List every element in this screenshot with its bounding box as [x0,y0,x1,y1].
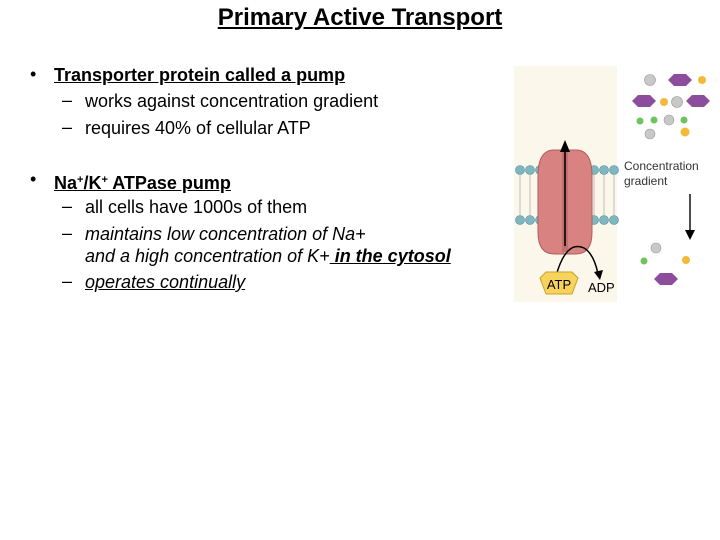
dash: – [62,271,73,291]
bullet-1-text: Transporter protein called a pump [54,65,346,85]
atpase-text: ATPase pump [107,173,231,193]
in-cytosol-text: in the cytosol [329,246,451,266]
pump-figure [514,64,720,304]
na-text: Na [54,173,78,193]
bullet-2-sub-1: all cells have 1000s of them [85,197,308,217]
gradient-label-line-1: Concentration [624,159,699,173]
dash: – [62,117,73,137]
slide-title: Primary Active Transport [217,4,503,31]
k-text: /K [83,173,102,193]
bullet-1-sub-1: works against concentration gradient [85,91,379,111]
na-superscript: + [77,174,84,186]
bullet-2-sub-3: operates continually [85,272,246,292]
gradient-arrowhead [685,230,695,240]
gradient-label-line-2: gradient [624,174,668,188]
dash: – [62,90,73,110]
bullet-2-text [54,169,231,194]
molecules-top [632,74,710,139]
adp-label: ADP [588,280,615,295]
k-concentration-text: and a high concentration of K+ [85,246,330,266]
molecules-bottom [641,243,691,285]
bullet-1-sub-2: requires 40% of cellular ATP [85,118,311,138]
k-superscript: + [101,174,108,186]
bullet-2-sub-2-cont [85,245,451,267]
dash: – [62,223,73,243]
dash: – [62,196,73,216]
bullet-2-sub-2: maintains low concentration of Na+ [85,224,366,244]
atp-label: ATP [546,277,572,292]
bullet-dot: • [30,64,37,84]
bullet-dot: • [30,169,37,189]
